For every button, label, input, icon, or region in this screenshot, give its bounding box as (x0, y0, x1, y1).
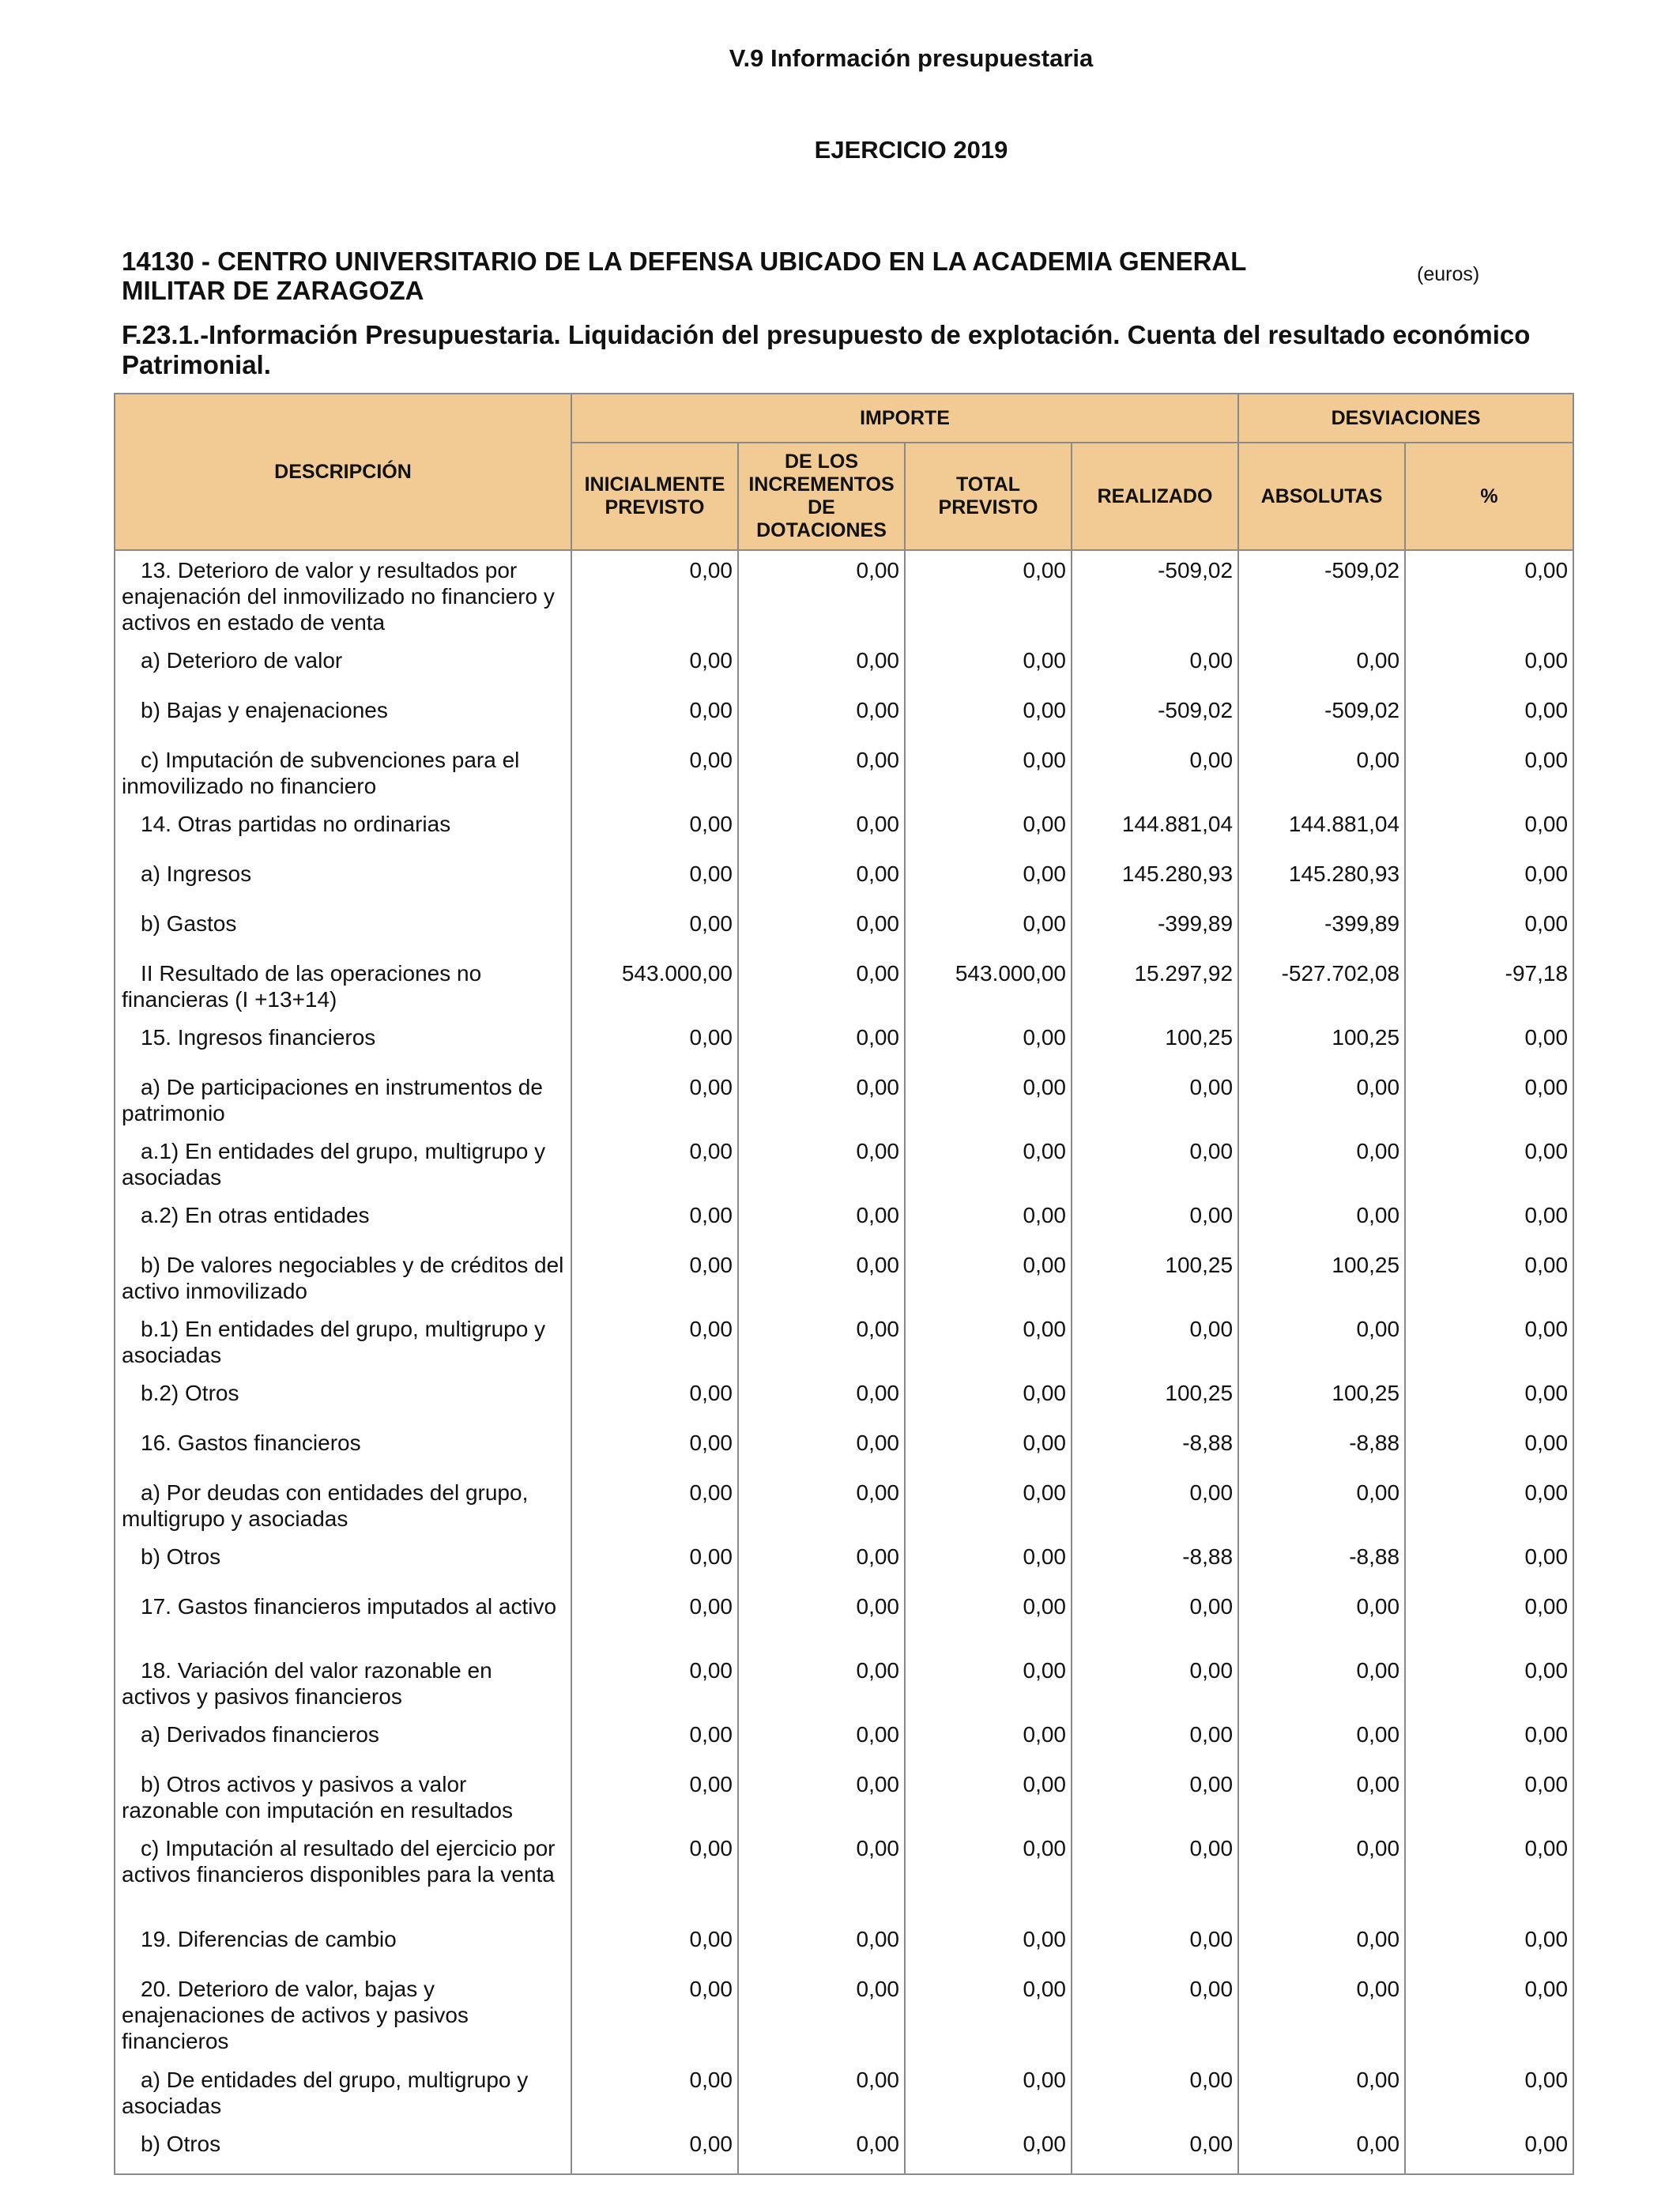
cell-absolutas: -8,88 (1238, 1537, 1405, 1587)
cell-inicialmente-previsto: 0,00 (571, 1018, 738, 1068)
cell-inicialmente-previsto: 0,00 (571, 1765, 738, 1829)
table-row (115, 1246, 1573, 1310)
cell-percent: 0,00 (1405, 1132, 1573, 1196)
cell-incrementos: 0,00 (738, 805, 905, 854)
row-description: b.1) En entidades del grupo, multigrupo y asociadas (115, 1310, 571, 1374)
cell-inicialmente-previsto: 0,00 (571, 2060, 738, 2124)
cell-total-previsto: 0,00 (905, 1132, 1072, 1196)
cell-total-previsto: 543.000,00 (905, 954, 1072, 1018)
cell-absolutas: 0,00 (1238, 2060, 1405, 2124)
cell-incrementos: 0,00 (738, 691, 905, 741)
cell-realizado: 145.280,93 (1072, 854, 1238, 904)
cell-incrementos: 0,00 (738, 1651, 905, 1715)
table-row (115, 1970, 1573, 2060)
cell-absolutas: 0,00 (1238, 641, 1405, 691)
cell-percent: 0,00 (1405, 1587, 1573, 1651)
cell-percent: 0,00 (1405, 691, 1573, 741)
cell-percent: 0,00 (1405, 1537, 1573, 1587)
cell-absolutas: 0,00 (1238, 741, 1405, 805)
cell-percent: 0,00 (1405, 1246, 1573, 1310)
cell-realizado: 0,00 (1072, 1587, 1238, 1651)
currency-units: (euros) (1417, 263, 1480, 285)
column-header-incrementos: DE LOS INCREMENTOS DE DOTACIONES (738, 443, 905, 550)
cell-total-previsto: 0,00 (905, 854, 1072, 904)
table-row (115, 1374, 1573, 1423)
cell-absolutas: 0,00 (1238, 1196, 1405, 1246)
cell-total-previsto: 0,00 (905, 741, 1072, 805)
cell-realizado: 0,00 (1072, 1132, 1238, 1196)
column-header-percent: % (1405, 443, 1573, 550)
cell-incrementos: 0,00 (738, 1920, 905, 1970)
cell-realizado: -8,88 (1072, 1423, 1238, 1473)
cell-inicialmente-previsto: 0,00 (571, 1423, 738, 1473)
table-row (115, 1196, 1573, 1246)
cell-inicialmente-previsto: 0,00 (571, 641, 738, 691)
cell-realizado: 0,00 (1072, 641, 1238, 691)
row-description: b) Otros activos y pasivos a valor razonable con imputación en resultados (115, 1765, 571, 1829)
cell-realizado: 0,00 (1072, 1970, 1238, 2060)
cell-inicialmente-previsto: 543.000,00 (571, 954, 738, 1018)
table-row (115, 1587, 1573, 1651)
cell-percent: 0,00 (1405, 1310, 1573, 1374)
report-title: F.23.1.-Información Presupuestaria. Liquidación del presupuesto de explotación. Cuenta del resultado económico Patrimonial. (122, 320, 1531, 379)
column-header-realizado: REALIZADO (1072, 443, 1238, 550)
table-row (115, 1537, 1573, 1587)
cell-total-previsto: 0,00 (905, 1423, 1072, 1473)
cell-incrementos: 0,00 (738, 1765, 905, 1829)
row-description: b) Otros (115, 2124, 571, 2174)
table-header (115, 394, 1573, 550)
cell-incrementos: 0,00 (738, 1587, 905, 1651)
cell-percent: 0,00 (1405, 1423, 1573, 1473)
group-header-importe: IMPORTE (571, 394, 1238, 443)
cell-absolutas: 0,00 (1238, 2124, 1405, 2174)
row-description: 13. Deterioro de valor y resultados por enajenación del inmovilizado no financiero y activos en estado de venta (115, 550, 571, 641)
cell-percent: 0,00 (1405, 1970, 1573, 2060)
cell-absolutas: 0,00 (1238, 1765, 1405, 1829)
cell-incrementos: 0,00 (738, 1310, 905, 1374)
cell-incrementos: 0,00 (738, 1374, 905, 1423)
section-heading (0, 44, 1680, 73)
cell-inicialmente-previsto: 0,00 (571, 854, 738, 904)
row-description: b) Gastos (115, 904, 571, 954)
fiscal-year-text: EJERCICIO 2019 (814, 136, 1008, 164)
cell-total-previsto: 0,00 (905, 1310, 1072, 1374)
table-row (115, 1715, 1573, 1765)
row-description: 17. Gastos financieros imputados al activo (115, 1587, 571, 1651)
section-heading-text: V.9 Información presupuestaria (729, 44, 1094, 72)
entity-title: 14130 - CENTRO UNIVERSITARIO DE LA DEFENSA UBICADO EN LA ACADEMIA GENERAL MILITAR DE ZARAGOZA (122, 247, 1246, 305)
cell-inicialmente-previsto: 0,00 (571, 1829, 738, 1920)
row-description: b) De valores negociables y de créditos del activo inmovilizado (115, 1246, 571, 1310)
cell-percent: 0,00 (1405, 550, 1573, 641)
cell-absolutas: -509,02 (1238, 691, 1405, 741)
cell-percent: 0,00 (1405, 1374, 1573, 1423)
cell-realizado: 0,00 (1072, 1068, 1238, 1132)
cell-realizado: 100,25 (1072, 1374, 1238, 1423)
cell-percent: 0,00 (1405, 1196, 1573, 1246)
cell-inicialmente-previsto: 0,00 (571, 1068, 738, 1132)
cell-absolutas: 0,00 (1238, 1920, 1405, 1970)
cell-incrementos: 0,00 (738, 550, 905, 641)
cell-total-previsto: 0,00 (905, 904, 1072, 954)
cell-inicialmente-previsto: 0,00 (571, 1587, 738, 1651)
cell-realizado: -509,02 (1072, 691, 1238, 741)
cell-realizado: 100,25 (1072, 1246, 1238, 1310)
cell-realizado: -399,89 (1072, 904, 1238, 954)
cell-percent: 0,00 (1405, 854, 1573, 904)
cell-percent: 0,00 (1405, 1018, 1573, 1068)
cell-total-previsto: 0,00 (905, 1068, 1072, 1132)
table-row (115, 805, 1573, 854)
cell-inicialmente-previsto: 0,00 (571, 741, 738, 805)
cell-inicialmente-previsto: 0,00 (571, 1374, 738, 1423)
table-row (115, 1829, 1573, 1920)
cell-inicialmente-previsto: 0,00 (571, 1196, 738, 1246)
cell-inicialmente-previsto: 0,00 (571, 1246, 738, 1310)
row-description: a) Por deudas con entidades del grupo, multigrupo y asociadas (115, 1473, 571, 1537)
cell-percent: -97,18 (1405, 954, 1573, 1018)
cell-absolutas: 100,25 (1238, 1374, 1405, 1423)
cell-total-previsto: 0,00 (905, 1246, 1072, 1310)
cell-total-previsto: 0,00 (905, 1018, 1072, 1068)
cell-inicialmente-previsto: 0,00 (571, 1970, 738, 2060)
table-row (115, 904, 1573, 954)
cell-realizado: 100,25 (1072, 1018, 1238, 1068)
cell-incrementos: 0,00 (738, 1196, 905, 1246)
cell-realizado: 0,00 (1072, 1920, 1238, 1970)
column-header-absolutas: ABSOLUTAS (1238, 443, 1405, 550)
cell-inicialmente-previsto: 0,00 (571, 691, 738, 741)
cell-absolutas: 0,00 (1238, 1473, 1405, 1537)
cell-incrementos: 0,00 (738, 954, 905, 1018)
row-description: b.2) Otros (115, 1374, 571, 1423)
row-description: II Resultado de las operaciones no financieras (I +13+14) (115, 954, 571, 1018)
cell-incrementos: 0,00 (738, 2060, 905, 2124)
row-description: c) Imputación al resultado del ejercicio por activos financieros disponibles para la venta (115, 1829, 571, 1920)
fiscal-year-heading (0, 136, 1680, 164)
cell-incrementos: 0,00 (738, 1473, 905, 1537)
cell-total-previsto: 0,00 (905, 691, 1072, 741)
cell-incrementos: 0,00 (738, 741, 905, 805)
cell-realizado: 0,00 (1072, 2124, 1238, 2174)
cell-absolutas: 100,25 (1238, 1018, 1405, 1068)
row-description: a.1) En entidades del grupo, multigrupo y asociadas (115, 1132, 571, 1196)
table-row (115, 1473, 1573, 1537)
cell-incrementos: 0,00 (738, 904, 905, 954)
column-header-total-previsto: TOTAL PREVISTO (905, 443, 1072, 550)
cell-total-previsto: 0,00 (905, 1829, 1072, 1920)
cell-percent: 0,00 (1405, 1068, 1573, 1132)
cell-incrementos: 0,00 (738, 641, 905, 691)
row-description: b) Bajas y enajenaciones (115, 691, 571, 741)
table-row (115, 1423, 1573, 1473)
cell-total-previsto: 0,00 (905, 1765, 1072, 1829)
row-description: a.2) En otras entidades (115, 1196, 571, 1246)
cell-total-previsto: 0,00 (905, 1374, 1072, 1423)
cell-incrementos: 0,00 (738, 854, 905, 904)
cell-realizado: 0,00 (1072, 1765, 1238, 1829)
column-header-descripcion: DESCRIPCIÓN (115, 394, 571, 550)
cell-inicialmente-previsto: 0,00 (571, 1473, 738, 1537)
cell-total-previsto: 0,00 (905, 1473, 1072, 1537)
budget-table (114, 393, 1574, 2175)
cell-absolutas: 0,00 (1238, 1068, 1405, 1132)
row-description: 14. Otras partidas no ordinarias (115, 805, 571, 854)
cell-total-previsto: 0,00 (905, 2124, 1072, 2174)
cell-percent: 0,00 (1405, 1651, 1573, 1715)
cell-total-previsto: 0,00 (905, 641, 1072, 691)
cell-absolutas: 145.280,93 (1238, 854, 1405, 904)
column-header-inicialmente-previsto: INICIALMENTE PREVISTO (571, 443, 738, 550)
cell-inicialmente-previsto: 0,00 (571, 805, 738, 854)
table-row (115, 550, 1573, 641)
cell-percent: 0,00 (1405, 1829, 1573, 1920)
cell-absolutas: 0,00 (1238, 1587, 1405, 1651)
cell-absolutas: 0,00 (1238, 1310, 1405, 1374)
cell-percent: 0,00 (1405, 805, 1573, 854)
cell-inicialmente-previsto: 0,00 (571, 1920, 738, 1970)
cell-absolutas: 0,00 (1238, 1132, 1405, 1196)
cell-percent: 0,00 (1405, 2124, 1573, 2174)
cell-absolutas: -8,88 (1238, 1423, 1405, 1473)
cell-percent: 0,00 (1405, 641, 1573, 691)
row-description: c) Imputación de subvenciones para el inmovilizado no financiero (115, 741, 571, 805)
cell-incrementos: 0,00 (738, 1018, 905, 1068)
cell-percent: 0,00 (1405, 2060, 1573, 2124)
cell-realizado: 144.881,04 (1072, 805, 1238, 854)
cell-total-previsto: 0,00 (905, 1537, 1072, 1587)
cell-inicialmente-previsto: 0,00 (571, 1132, 738, 1196)
cell-inicialmente-previsto: 0,00 (571, 2124, 738, 2174)
cell-absolutas: 100,25 (1238, 1246, 1405, 1310)
cell-total-previsto: 0,00 (905, 1715, 1072, 1765)
cell-percent: 0,00 (1405, 1920, 1573, 1970)
cell-absolutas: 0,00 (1238, 1970, 1405, 2060)
row-description: a) De entidades del grupo, multigrupo y asociadas (115, 2060, 571, 2124)
cell-realizado: 0,00 (1072, 1715, 1238, 1765)
cell-incrementos: 0,00 (738, 1537, 905, 1587)
cell-total-previsto: 0,00 (905, 1651, 1072, 1715)
cell-inicialmente-previsto: 0,00 (571, 1715, 738, 1765)
cell-realizado: 15.297,92 (1072, 954, 1238, 1018)
cell-total-previsto: 0,00 (905, 1196, 1072, 1246)
cell-incrementos: 0,00 (738, 1970, 905, 2060)
cell-realizado: 0,00 (1072, 1196, 1238, 1246)
cell-absolutas: -399,89 (1238, 904, 1405, 954)
cell-incrementos: 0,00 (738, 1132, 905, 1196)
table-body (115, 550, 1573, 2174)
cell-realizado: 0,00 (1072, 741, 1238, 805)
cell-total-previsto: 0,00 (905, 1587, 1072, 1651)
cell-incrementos: 0,00 (738, 1715, 905, 1765)
cell-percent: 0,00 (1405, 1765, 1573, 1829)
table-row (115, 1920, 1573, 1970)
row-description: b) Otros (115, 1537, 571, 1587)
table-row (115, 741, 1573, 805)
cell-incrementos: 0,00 (738, 1246, 905, 1310)
group-header-desviaciones: DESVIACIONES (1238, 394, 1573, 443)
cell-incrementos: 0,00 (738, 2124, 905, 2174)
cell-percent: 0,00 (1405, 741, 1573, 805)
row-description: 15. Ingresos financieros (115, 1018, 571, 1068)
cell-total-previsto: 0,00 (905, 1920, 1072, 1970)
table-row (115, 1068, 1573, 1132)
cell-percent: 0,00 (1405, 1715, 1573, 1765)
table-row (115, 2124, 1573, 2174)
cell-total-previsto: 0,00 (905, 805, 1072, 854)
row-description: a) Ingresos (115, 854, 571, 904)
cell-inicialmente-previsto: 0,00 (571, 904, 738, 954)
cell-absolutas: 0,00 (1238, 1829, 1405, 1920)
cell-realizado: -8,88 (1072, 1537, 1238, 1587)
table-row (115, 1018, 1573, 1068)
cell-total-previsto: 0,00 (905, 1970, 1072, 2060)
cell-inicialmente-previsto: 0,00 (571, 1310, 738, 1374)
cell-inicialmente-previsto: 0,00 (571, 550, 738, 641)
cell-percent: 0,00 (1405, 904, 1573, 954)
cell-realizado: 0,00 (1072, 1651, 1238, 1715)
cell-realizado: 0,00 (1072, 1829, 1238, 1920)
row-description: 19. Diferencias de cambio (115, 1920, 571, 1970)
table-row (115, 1132, 1573, 1196)
cell-absolutas: -527.702,08 (1238, 954, 1405, 1018)
row-description: 16. Gastos financieros (115, 1423, 571, 1473)
cell-absolutas: 0,00 (1238, 1651, 1405, 1715)
table-row (115, 954, 1573, 1018)
cell-incrementos: 0,00 (738, 1423, 905, 1473)
row-description: a) De participaciones en instrumentos de patrimonio (115, 1068, 571, 1132)
cell-absolutas: -509,02 (1238, 550, 1405, 641)
row-description: a) Deterioro de valor (115, 641, 571, 691)
row-description: a) Derivados financieros (115, 1715, 571, 1765)
row-description: 20. Deterioro de valor, bajas y enajenaciones de activos y pasivos financieros (115, 1970, 571, 2060)
cell-absolutas: 144.881,04 (1238, 805, 1405, 854)
cell-incrementos: 0,00 (738, 1068, 905, 1132)
cell-total-previsto: 0,00 (905, 2060, 1072, 2124)
table-row (115, 1310, 1573, 1374)
table-row (115, 691, 1573, 741)
table-row (115, 641, 1573, 691)
row-description: 18. Variación del valor razonable en activos y pasivos financieros (115, 1651, 571, 1715)
cell-absolutas: 0,00 (1238, 1715, 1405, 1765)
table-row (115, 2060, 1573, 2124)
cell-realizado: 0,00 (1072, 1310, 1238, 1374)
cell-inicialmente-previsto: 0,00 (571, 1537, 738, 1587)
cell-inicialmente-previsto: 0,00 (571, 1651, 738, 1715)
cell-realizado: 0,00 (1072, 2060, 1238, 2124)
cell-realizado: -509,02 (1072, 550, 1238, 641)
table-row (115, 1651, 1573, 1715)
cell-percent: 0,00 (1405, 1473, 1573, 1537)
table-row (115, 854, 1573, 904)
table-row (115, 1765, 1573, 1829)
cell-realizado: 0,00 (1072, 1473, 1238, 1537)
cell-incrementos: 0,00 (738, 1829, 905, 1920)
cell-total-previsto: 0,00 (905, 550, 1072, 641)
